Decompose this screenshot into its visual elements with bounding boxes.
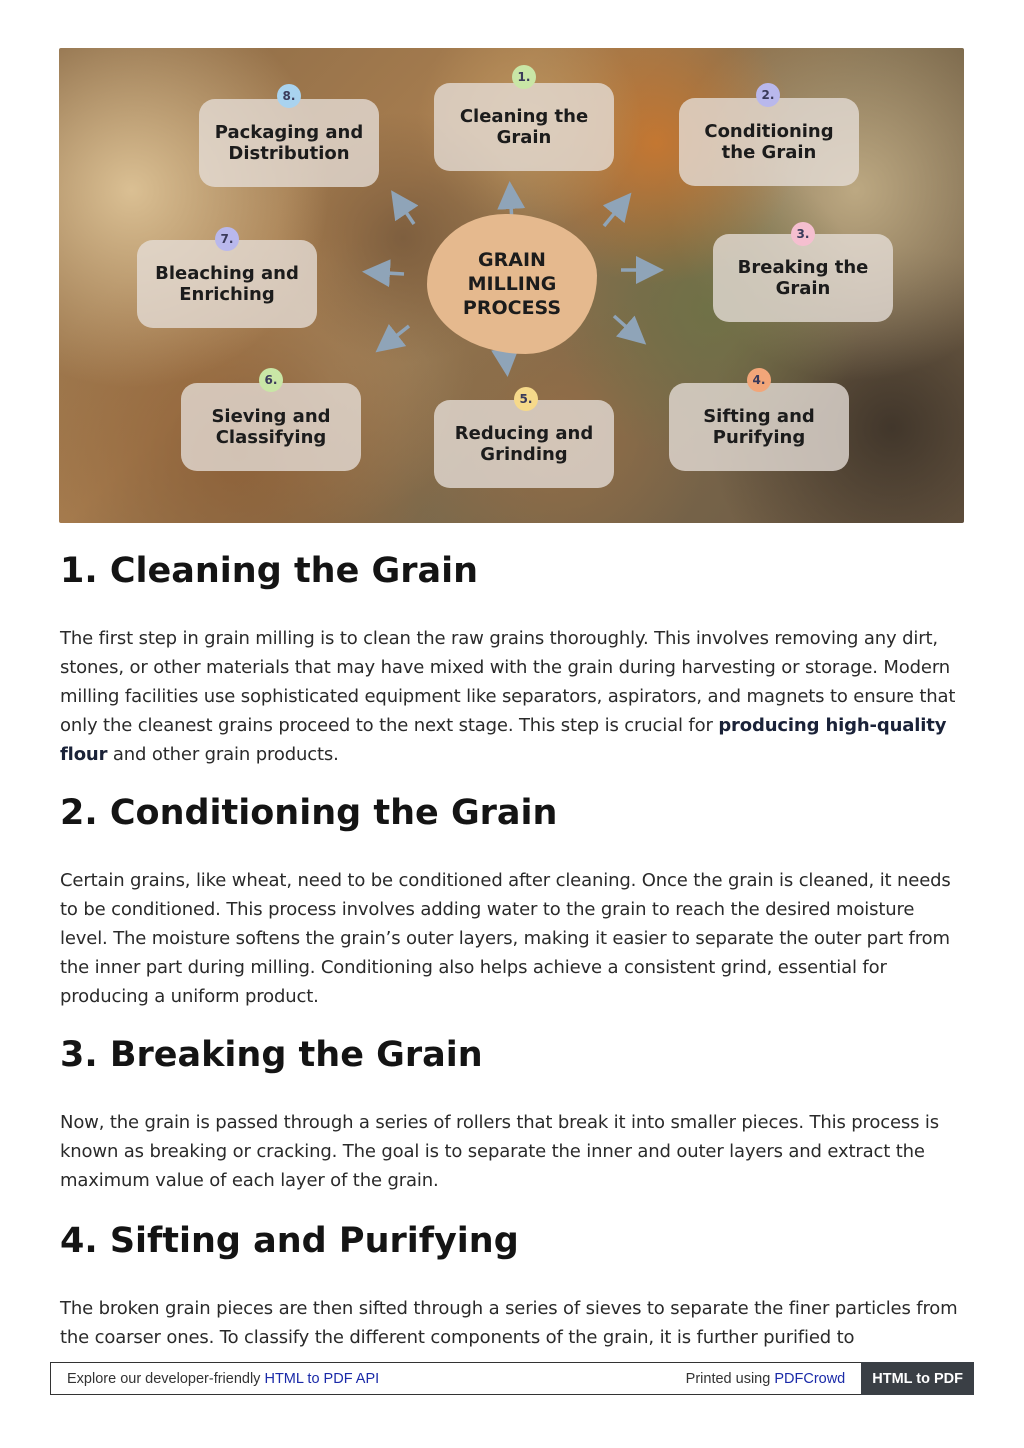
body-text-end: and other grain products. xyxy=(107,744,339,765)
pdf-footer-bar xyxy=(50,1362,974,1395)
step-box-5: Reducing and Grinding xyxy=(434,400,614,488)
step-badge-4: 4. xyxy=(747,368,771,392)
section-heading: 2. Conditioning the Grain xyxy=(60,793,558,833)
grain-milling-infographic xyxy=(59,48,964,523)
step-badge-3: 3. xyxy=(791,222,815,246)
section-body: The broken grain pieces are then sifted through a series of sieves to separate the finer particles from the coarser ones. To classify the different components of the grain, it is further purified to xyxy=(60,1298,958,1348)
step-box-7: Bleaching and Enriching xyxy=(137,240,317,328)
section-conditioning xyxy=(60,791,965,1011)
step-badge-7: 7. xyxy=(215,227,239,251)
body-text: The first step in grain milling is to clean the raw grains thoroughly. This involves removing any dirt, stones, or other materials that may have mixed with the grain during harvesting or storage. Modern milling facilities use sophisticated equipment like separators, aspirators, and magnets to ensure that only the cleanest grains proceed to the next stage. This step is crucial for xyxy=(60,628,956,736)
arrow-to-step-2 xyxy=(604,198,627,226)
section-heading: 1. Cleaning the Grain xyxy=(60,551,479,591)
step-box-2: Conditioning the Grain xyxy=(679,98,859,186)
step-box-8: Packaging and Distribution xyxy=(199,99,379,187)
body-bold-text: producing high-quality flour xyxy=(60,715,947,765)
footer-right xyxy=(686,1371,862,1387)
arrow-to-step-4 xyxy=(614,316,641,340)
arrow-to-step-7 xyxy=(369,272,404,274)
html-to-pdf-button[interactable]: HTML to PDF xyxy=(861,1362,974,1395)
step-box-3: Breaking the Grain xyxy=(713,234,893,322)
step-box-4: Sifting and Purifying xyxy=(669,383,849,471)
html-to-pdf-api-link[interactable]: HTML to PDF API xyxy=(264,1370,380,1387)
step-box-6: Sieving and Classifying xyxy=(181,383,361,471)
section-body: Certain grains, like wheat, need to be conditioned after cleaning. Once the grain is cleaned, it needs to be conditioned. This process involves adding water to the grain to reach the desired moisture level. The moisture softens the grain’s outer layers, making it easier to separate the outer part from the inner part during milling. Conditioning also helps achieve a consistent grind, essential for producing a uniform product. xyxy=(60,870,951,1007)
step-badge-8: 8. xyxy=(277,84,301,108)
center-title: GRAIN MILLING PROCESS xyxy=(427,214,597,354)
step-badge-5: 5. xyxy=(514,387,538,411)
section-cleaning xyxy=(60,549,965,769)
step-badge-6: 6. xyxy=(259,368,283,392)
step-box-1: Cleaning the Grain xyxy=(434,83,614,171)
footer-right-text: Printed using xyxy=(685,1370,775,1387)
arrow-to-step-8 xyxy=(395,196,414,224)
section-heading: 3. Breaking the Grain xyxy=(60,1035,483,1075)
section-heading: 4. Sifting and Purifying xyxy=(60,1221,519,1261)
step-badge-1: 1. xyxy=(512,65,536,89)
section-body xyxy=(60,624,965,769)
arrow-to-step-6 xyxy=(381,326,409,348)
pdfcrowd-link[interactable]: PDFCrowd xyxy=(774,1370,846,1387)
footer-left xyxy=(51,1371,686,1387)
section-sifting xyxy=(60,1219,965,1352)
section-breaking xyxy=(60,1033,965,1195)
footer-left-text: Explore our developer-friendly xyxy=(67,1370,265,1387)
step-badge-2: 2. xyxy=(756,83,780,107)
section-body: Now, the grain is passed through a series of rollers that break it into smaller pieces. This process is known as breaking or cracking. The goal is to separate the inner and outer layers and extract the maximum value of each layer of the grain. xyxy=(60,1112,940,1191)
